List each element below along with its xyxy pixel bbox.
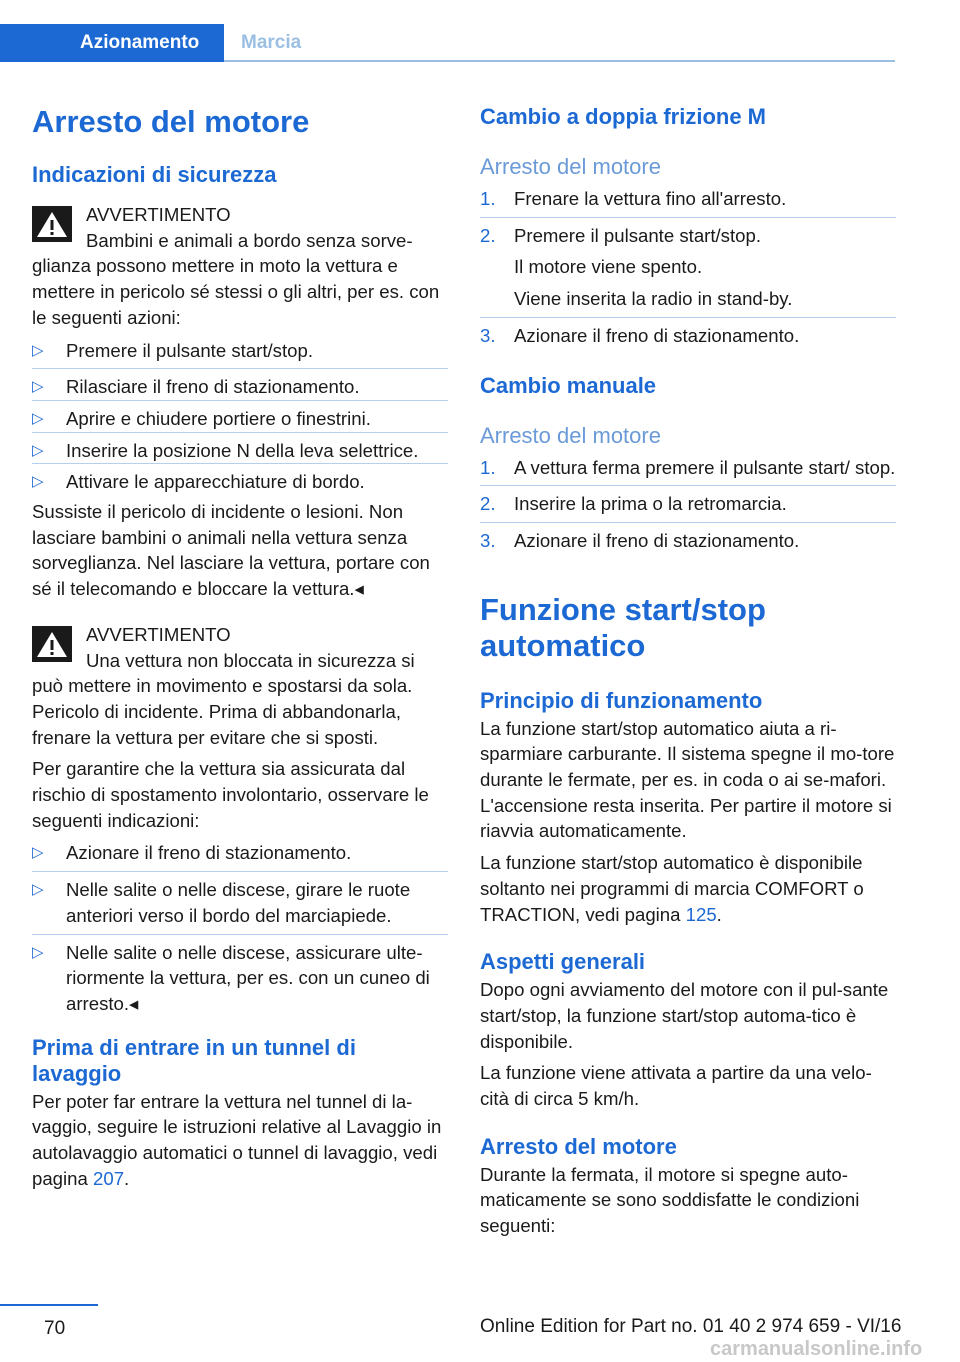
tunnel-heading: Prima di entrare in un tunnel di lavaggio	[32, 1034, 356, 1086]
warning-1-bullets	[32, 338, 448, 496]
warning-title: AVVERTIMENTO	[86, 623, 231, 645]
page-number: 70	[44, 1318, 66, 1339]
warning-text-first: Bambini e animali a bordo senza sorve-	[86, 229, 413, 251]
warning-2-bullets	[32, 840, 448, 1016]
list-item: 2. Premere il pulsante start/stop. Il motore viene spento. Viene inserita la radio in stand-by.	[480, 217, 896, 317]
list-item: 3. Azionare il freno di stazionamento.	[480, 522, 896, 554]
bullet-triangle-icon: ▷	[32, 341, 44, 359]
footer-rule	[0, 1304, 98, 1306]
bullet-triangle-icon: ▷	[32, 473, 44, 491]
bullet-triangle-icon: ▷	[32, 378, 44, 396]
general-heading: Aspetti generali	[480, 949, 646, 975]
warning-text: glianza possono mettere in moto la vettura e mettere in pericolo sé stessi o gli altri, per es. con le seguenti azioni:	[32, 255, 440, 328]
list-item: 1. A vettura ferma premere il pulsante start/ stop.	[480, 456, 896, 478]
list-item: ▷ Nelle salite o nelle discese, assicurare ulte-riormente la vettura, per es. con un cuneo di arresto.◂	[32, 934, 448, 1017]
dct-heading: Cambio a doppia frizione M	[480, 104, 767, 129]
warning-triangle-icon	[32, 206, 72, 242]
left-column	[32, 96, 448, 1192]
bullet-triangle-icon: ▷	[32, 844, 44, 862]
auto-startstop-title: Funzione start/stop automatico	[480, 591, 766, 663]
list-item: ▷ Inserire la posizione N della leva selettrice.	[32, 432, 448, 464]
manual-heading: Cambio manuale	[480, 372, 657, 398]
list-item: 3. Azionare il freno di stazionamento.	[480, 317, 896, 349]
warning-box-1	[32, 202, 448, 331]
bullet-triangle-icon: ▷	[32, 441, 44, 459]
general-text-1: Dopo ogni avviamento del motore con il pul-sante start/stop, la funzione start/stop automa-tico è disponibile.	[480, 979, 889, 1052]
warning-triangle-icon	[32, 626, 72, 662]
manual-subheading: Arresto del motore	[480, 422, 661, 448]
bullet-triangle-icon: ▷	[32, 409, 44, 427]
list-item: ▷ Rilasciare il freno di stazionamento.	[32, 368, 448, 400]
principle-heading: Principio di funzionamento	[480, 687, 763, 713]
right-column	[480, 96, 896, 1239]
warning-2-intro: Per garantire che la vettura sia assicurata dal rischio di spostamento involontario, osservare le seguenti indicazioni:	[32, 758, 429, 831]
watermark: carmanualsonline.info	[710, 1338, 923, 1360]
list-item: 1. Frenare la vettura fino all'arresto.	[480, 188, 787, 209]
warning-text: può mettere in movimento e spostarsi da sola. Pericolo di incidente. Prima di abbandonarla, frenare la vettura per evitare che si sposti.	[32, 675, 413, 748]
principle-text: La funzione start/stop automatico aiuta a ri-sparmiare carburante. Il sistema spegne il mo-tore durante le fermate, per es. in coda o ai se-mafori. L'accensione resta inserita. Per partire il motore si riavvia automaticamente.	[480, 717, 895, 842]
warning-text-first: Una vettura non bloccata in sicurezza si	[86, 649, 415, 671]
tunnel-text: Per poter far entrare la vettura nel tunnel di la-vaggio, seguire le istruzioni relative al Lavaggio in autolavaggio automatici o tunnel di lavaggio, vedi pagina 207.	[32, 1090, 442, 1189]
warning-box-2	[32, 622, 448, 751]
safety-heading: Indicazioni di sicurezza	[32, 162, 277, 187]
warning-title: AVVERTIMENTO	[86, 204, 231, 225]
list-item: ▷ Nelle salite o nelle discese, girare le ruote anteriori verso il bordo del marciapiede.	[32, 871, 448, 933]
bullet-triangle-icon: ▷	[32, 881, 44, 899]
page-link-125[interactable]: 125	[685, 903, 717, 925]
tab-marcia[interactable]: Marcia	[241, 32, 302, 53]
manual-steps	[480, 455, 896, 554]
dct-subheading: Arresto del motore	[480, 154, 661, 179]
stop-heading: Arresto del motore	[480, 1133, 677, 1159]
availability-text: La funzione start/stop automatico è disponibile soltanto nei programmi di marcia COMFORT o TRACTION, vedi pagina 125.	[480, 852, 864, 925]
dct-steps	[480, 186, 896, 349]
list-item: ▷ Azionare il freno di stazionamento.	[32, 840, 448, 871]
warning-1-conclusion: Sussiste il pericolo di incidente o lesioni. Non lasciare bambini o animali nella vettura senza sorveglianza. Nel lasciare la vettura, portare con sé il telecomando e bloccare la vettura.◂	[32, 501, 430, 600]
list-item: ▷ Premere il pulsante start/stop.	[32, 338, 448, 369]
general-text-2: La funzione viene attivata a partire da una velo-cità di circa 5 km/h.	[480, 1062, 872, 1110]
edition-text: Online Edition for Part no. 01 40 2 974 659 - VI/16	[480, 1316, 902, 1337]
section-tabbar	[0, 24, 895, 62]
bullet-triangle-icon: ▷	[32, 943, 44, 961]
stop-text: Durante la fermata, il motore si spegne auto-maticamente se sono soddisfatte le condizioni seguenti:	[480, 1163, 860, 1237]
list-item: 2. Inserire la prima o la retromarcia.	[480, 485, 896, 522]
tab-azionamento[interactable]: Azionamento	[0, 24, 224, 62]
list-item: ▷ Aprire e chiudere portiere o finestrini.	[32, 400, 448, 432]
page-title: Arresto del motore	[32, 104, 310, 139]
page-link-207[interactable]: 207	[93, 1167, 125, 1189]
list-item: ▷ Attivare le apparecchiature di bordo.	[32, 463, 448, 495]
